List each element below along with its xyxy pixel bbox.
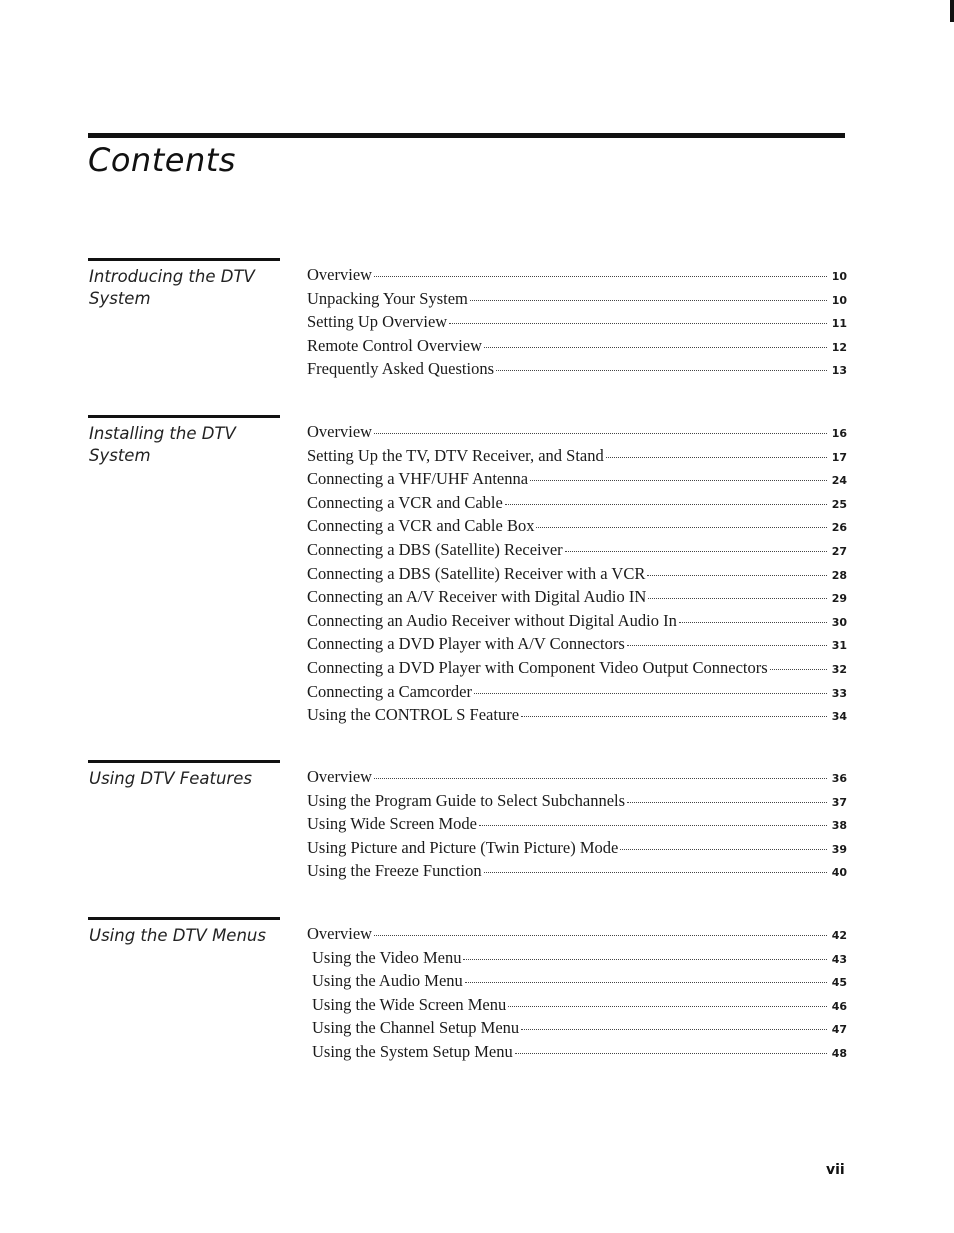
section-rule xyxy=(88,760,280,763)
toc-page-number: 30 xyxy=(831,615,847,629)
toc-entry-title: Using the Channel Setup Menu xyxy=(312,1018,520,1038)
toc-entry[interactable] xyxy=(307,682,847,706)
dot-leader xyxy=(374,276,827,277)
dot-leader xyxy=(606,457,827,458)
dot-leader xyxy=(536,527,827,528)
toc-entry-list xyxy=(307,265,847,383)
toc-entry[interactable] xyxy=(307,861,847,885)
toc-entry[interactable] xyxy=(307,814,847,838)
dot-leader xyxy=(374,935,827,936)
toc-entry[interactable] xyxy=(307,540,847,564)
section-rule xyxy=(88,258,280,261)
toc-entry-title: Overview xyxy=(307,422,373,441)
toc-entry[interactable] xyxy=(307,767,847,791)
page-edge-mark xyxy=(950,0,954,22)
toc-page-number: 10 xyxy=(831,270,847,283)
dot-leader xyxy=(374,778,827,779)
toc-entry-title: Connecting a VHF/UHF Antenna xyxy=(307,469,529,489)
toc-page-number: 48 xyxy=(831,1046,847,1060)
toc-entry-title: Frequently Asked Questions xyxy=(307,359,494,379)
toc-entry[interactable] xyxy=(307,446,847,470)
toc-entry-title: Connecting a DBS (Satellite) Receiver xyxy=(307,539,563,559)
toc-entry[interactable] xyxy=(307,516,847,540)
toc-entry-title: Using the System Setup Menu xyxy=(312,1041,513,1061)
dot-leader xyxy=(530,480,827,481)
toc-page-number: 43 xyxy=(831,952,847,966)
toc-entry-title: Using the Program Guide to Select Subchannels xyxy=(307,790,626,810)
toc-entry[interactable] xyxy=(307,493,847,517)
toc-page-number: 29 xyxy=(831,592,847,606)
toc-page-number: 40 xyxy=(831,866,847,880)
toc-entry-title: Remote Control Overview xyxy=(307,335,483,355)
dot-leader xyxy=(479,825,827,826)
title-rule xyxy=(88,133,845,138)
toc-page-number: 39 xyxy=(831,842,847,856)
dot-leader xyxy=(770,669,827,670)
dot-leader xyxy=(508,1006,827,1007)
toc-entry-title: Setting Up the TV, DTV Receiver, and Stand xyxy=(307,445,604,465)
toc-entry-title: Using the CONTROL S Feature xyxy=(307,705,520,725)
toc-page-number: 46 xyxy=(831,999,847,1013)
toc-page-number: 25 xyxy=(831,497,847,511)
toc-entry-title: Connecting a DVD Player with A/V Connectors xyxy=(307,634,625,654)
toc-entry-title: Connecting an Audio Receiver without Digital Audio In xyxy=(307,610,677,630)
dot-leader xyxy=(449,323,827,324)
toc-entry-title: Connecting a DVD Player with Component Video Output Connectors xyxy=(307,657,768,677)
toc-entry-title: Using the Freeze Function xyxy=(307,861,482,881)
dot-leader xyxy=(465,982,827,983)
section-title: Using DTV Features xyxy=(89,769,252,788)
dot-leader xyxy=(521,716,827,717)
dot-leader xyxy=(505,504,827,505)
toc-entry-title: Using the Wide Screen Menu xyxy=(312,994,507,1014)
toc-page-number: 32 xyxy=(831,662,847,676)
toc-entry[interactable] xyxy=(307,359,847,383)
dot-leader xyxy=(565,551,827,552)
toc-entry[interactable] xyxy=(307,791,847,815)
toc-entry[interactable] xyxy=(307,971,847,995)
toc-entry-title: Overview xyxy=(307,767,373,786)
toc-entry[interactable] xyxy=(307,312,847,336)
section-title: Using the DTV Menus xyxy=(89,926,266,945)
toc-page-number: 13 xyxy=(831,364,847,378)
dot-leader xyxy=(484,872,827,873)
toc-page-number: 11 xyxy=(831,317,847,331)
dot-leader xyxy=(484,347,827,348)
toc-page-number: 47 xyxy=(831,1023,847,1037)
toc-page-number: 26 xyxy=(831,521,847,535)
section-title: Installing the DTV System xyxy=(89,424,236,465)
dot-leader xyxy=(463,959,827,960)
toc-page-number: 12 xyxy=(831,340,847,354)
dot-leader xyxy=(521,1029,827,1030)
toc-page-number: 42 xyxy=(831,929,847,942)
toc-entry-title: Using the Audio Menu xyxy=(312,971,463,991)
section-title: Introducing the DTV System xyxy=(89,267,255,308)
page-number: vii xyxy=(826,1162,845,1178)
toc-entry[interactable] xyxy=(307,995,847,1019)
toc-entry-list xyxy=(307,924,847,1066)
toc-page-number: 17 xyxy=(831,450,847,464)
toc-entry[interactable] xyxy=(307,1018,847,1042)
toc-entry-title: Connecting a DBS (Satellite) Receiver with a VCR xyxy=(307,563,646,583)
toc-entry-list xyxy=(307,767,847,885)
dot-leader xyxy=(620,849,827,850)
toc-page-number: 16 xyxy=(831,427,847,440)
section-rule xyxy=(88,415,280,418)
toc-page-number: 27 xyxy=(831,544,847,558)
toc-entry-title: Unpacking Your System xyxy=(307,288,468,308)
toc-entry[interactable] xyxy=(307,924,847,948)
toc-entry[interactable] xyxy=(307,611,847,635)
toc-entry-title: Using Picture and Picture (Twin Picture) Mode xyxy=(307,837,619,857)
toc-entry-title: Connecting a Camcorder xyxy=(307,681,472,701)
dot-leader xyxy=(474,693,827,694)
dot-leader xyxy=(470,300,827,301)
toc-entry[interactable] xyxy=(307,289,847,313)
toc-page-number: 36 xyxy=(831,772,847,785)
toc-entry[interactable] xyxy=(307,705,847,729)
toc-page-number: 45 xyxy=(831,976,847,990)
toc-page-number: 31 xyxy=(831,639,847,653)
toc-page-number: 34 xyxy=(831,710,847,724)
toc-entry-list xyxy=(307,422,847,729)
toc-entry[interactable] xyxy=(307,587,847,611)
toc-entry[interactable] xyxy=(307,564,847,588)
dot-leader xyxy=(374,433,827,434)
toc-entry-title: Overview xyxy=(307,265,373,284)
toc-entry-title: Using Wide Screen Mode xyxy=(307,814,477,834)
dot-leader xyxy=(515,1053,827,1054)
toc-entry[interactable] xyxy=(307,422,847,446)
dot-leader xyxy=(496,370,827,371)
toc-entry-title: Setting Up Overview xyxy=(307,312,448,332)
toc-entry[interactable] xyxy=(307,1042,847,1066)
toc-page-number: 28 xyxy=(831,568,847,582)
toc-entry[interactable] xyxy=(307,336,847,360)
toc-entry[interactable] xyxy=(307,658,847,682)
dot-leader xyxy=(627,645,827,646)
toc-entry[interactable] xyxy=(307,634,847,658)
toc-entry-title: Connecting a VCR and Cable Box xyxy=(307,516,535,536)
toc-page-number: 38 xyxy=(831,819,847,833)
toc-entry-title: Connecting an A/V Receiver with Digital Audio IN xyxy=(307,587,647,607)
toc-page-number: 33 xyxy=(831,686,847,700)
toc-entry-title: Connecting a VCR and Cable xyxy=(307,492,503,512)
toc-entry[interactable] xyxy=(307,838,847,862)
dot-leader xyxy=(627,802,827,803)
toc-page-number: 24 xyxy=(831,474,847,488)
toc-page-number: 37 xyxy=(831,795,847,809)
dot-leader xyxy=(679,622,827,623)
toc-entry[interactable] xyxy=(307,265,847,289)
dot-leader xyxy=(648,598,827,599)
toc-entry-title: Overview xyxy=(307,924,373,943)
section-rule xyxy=(88,917,280,920)
toc-entry[interactable] xyxy=(307,469,847,493)
toc-entry[interactable] xyxy=(307,948,847,972)
dot-leader xyxy=(647,575,827,576)
toc-entry-title: Using the Video Menu xyxy=(312,947,462,967)
page-title: Contents xyxy=(88,141,236,179)
toc-page-number: 10 xyxy=(831,293,847,307)
